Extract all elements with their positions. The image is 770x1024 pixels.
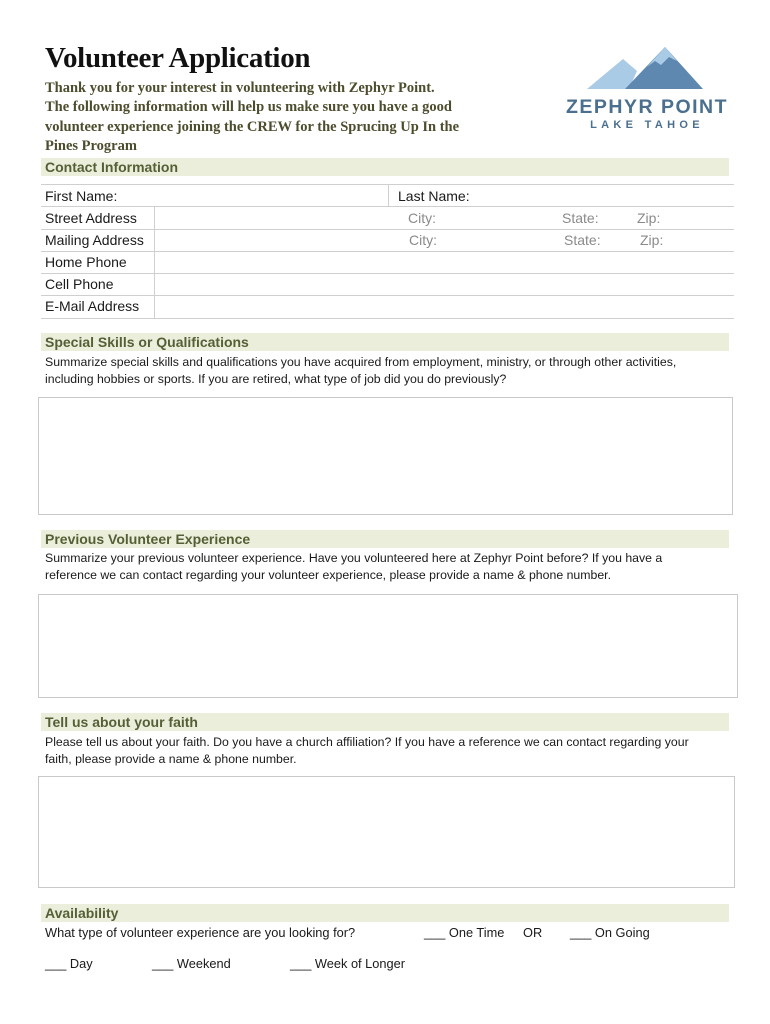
- page-title: Volunteer Application: [45, 42, 311, 74]
- mountain-logo-icon: [585, 45, 705, 93]
- faith-description: [45, 734, 715, 767]
- logo-name: ZEPHYR POINT: [565, 96, 729, 118]
- street-zip-field[interactable]: Zip:: [637, 210, 661, 226]
- cell-phone-label: Cell Phone: [45, 276, 114, 292]
- mailing-zip-field[interactable]: Zip:: [640, 232, 664, 248]
- contact-section-title: Contact Information: [45, 159, 178, 175]
- street-address-input[interactable]: [155, 207, 395, 228]
- intro-line: Thank you for your interest in volunteering with Zephyr Point.: [45, 80, 435, 96]
- description-line: Summarize your previous volunteer experience. Have you volunteered here at Zephyr Point before? If you have a: [45, 551, 663, 565]
- or-label: OR: [523, 925, 543, 940]
- experience-textarea[interactable]: [38, 594, 738, 698]
- cell-phone-input[interactable]: [155, 274, 733, 294]
- last-name-field[interactable]: Last Name:: [398, 188, 470, 204]
- home-phone-label: Home Phone: [45, 254, 127, 270]
- description-line: reference we can contact regarding your volunteer experience, please provide a name & phone number.: [45, 567, 612, 582]
- mailing-city-field[interactable]: City:: [409, 232, 437, 248]
- skills-description: [45, 354, 715, 387]
- skills-section-title: Special Skills or Qualifications: [45, 334, 249, 350]
- availability-section-bar: [41, 904, 729, 922]
- first-name-field[interactable]: First Name:: [45, 188, 118, 204]
- street-address-label: Street Address: [45, 210, 137, 226]
- experience-description: [45, 550, 715, 583]
- availability-section-title: Availability: [45, 905, 119, 921]
- experience-section-title: Previous Volunteer Experience: [45, 531, 251, 547]
- description-line: including hobbies or sports. If you are retired, what type of job did you do previously?: [45, 371, 507, 386]
- column-divider: [388, 184, 389, 206]
- row-divider: [41, 318, 734, 319]
- intro-text: [45, 79, 515, 156]
- intro-line: volunteer experience joining the CREW for the Sprucing Up In the: [45, 118, 460, 135]
- week-or-longer-option[interactable]: ___ Week of Longer: [290, 956, 406, 971]
- description-line: Please tell us about your faith. Do you have a church affiliation? If you have a reference we can contact regarding your: [45, 735, 689, 749]
- email-label: E-Mail Address: [45, 298, 140, 314]
- description-line: Summarize special skills and qualifications you have acquired from employment, ministry, or through other activities,: [45, 355, 677, 369]
- description-line: faith, please provide a name & phone number.: [45, 751, 297, 766]
- faith-section-title: Tell us about your faith: [45, 714, 198, 730]
- intro-line: The following information will help us make sure you have a good: [45, 99, 452, 116]
- skills-textarea[interactable]: [38, 397, 733, 515]
- availability-question: What type of volunteer experience are you looking for?: [45, 925, 356, 940]
- mailing-state-field[interactable]: State:: [564, 232, 601, 248]
- faith-textarea[interactable]: [38, 776, 735, 888]
- on-going-option[interactable]: ___ On Going: [570, 925, 650, 940]
- mailing-address-input[interactable]: [155, 230, 395, 250]
- intro-line: Pines Program: [45, 137, 137, 154]
- street-city-field[interactable]: City:: [408, 210, 436, 226]
- street-state-field[interactable]: State:: [562, 210, 599, 226]
- logo-subtitle: LAKE TAHOE: [590, 119, 704, 131]
- weekend-option[interactable]: ___ Weekend: [152, 956, 231, 971]
- home-phone-input[interactable]: [155, 252, 733, 272]
- day-option[interactable]: ___ Day: [45, 956, 93, 971]
- mailing-address-label: Mailing Address: [45, 232, 144, 248]
- one-time-option[interactable]: ___ One Time: [424, 925, 505, 940]
- email-input[interactable]: [155, 296, 733, 317]
